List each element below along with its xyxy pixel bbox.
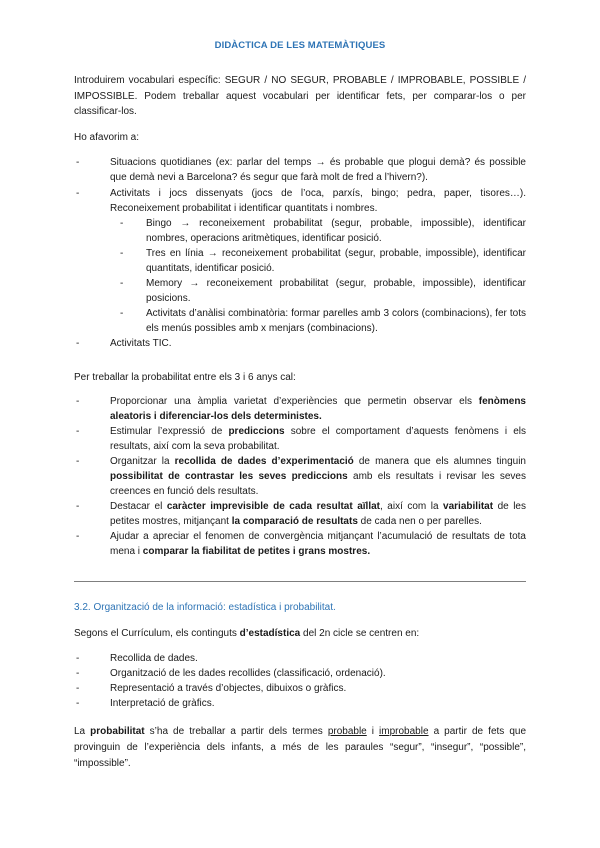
list-item [76, 681, 526, 696]
bold-run: variabilitat [443, 501, 494, 512]
sub-item-text: Tres en línia → reconeixement probabilitat (segur, probable, impossible), identificar quantitats, identificar posició. [146, 248, 526, 274]
list-item-text: Interpretació de gràfics. [110, 698, 215, 709]
bold-run: d’estadística [239, 628, 301, 639]
bullet-dash: - [76, 188, 80, 199]
bullet-dash: - [76, 338, 80, 349]
curriculum-block [74, 626, 526, 641]
text-run: s’ha de treballar a partir dels termes [144, 726, 328, 737]
favour-label: Ho afavorim a: [74, 132, 140, 143]
bullet-dash: - [76, 157, 80, 168]
sub-item-text: Activitats d’anàlisi combinatòria: formar parelles amb 3 colors (combinacions), fer tots els menús possibles amb x menjars (combinacions). [146, 308, 526, 334]
list-item [76, 394, 526, 424]
list-item-text: Activitats i jocs dissenyats (jocs de l’oca, parxís, bingo; pedra, paper, tisores…). Reconeixement probabilitat i identificar quantitats i nombres. [110, 188, 526, 214]
bullet-dash: - [76, 501, 80, 512]
probability-list [74, 394, 526, 559]
sub-list-item [120, 246, 526, 276]
bold-run: fenòmens aleatoris i diferenciar-los dels deterministes. [110, 396, 526, 422]
bullet-dash: - [76, 531, 80, 542]
list-item [76, 666, 526, 681]
sub-item-text: Memory → reconeixement probabilitat (segur, probable, impossible), identificar posicions. [146, 278, 526, 304]
text-run: Ajudar a apreciar el fenomen de convergència mitjançant l’acumulació de resultats de tota mena i [110, 531, 526, 557]
list-item [76, 424, 526, 454]
list-item-text: Organització de les dades recollides (classificació, ordenació). [110, 668, 386, 679]
bold-run: possibilitat de contrastar les seves prediccions [110, 471, 348, 482]
favour-label-block [74, 130, 526, 145]
text-run: sobre el comportament d’aquests fenòmens i els resultats, així com la seva probabilitat. [110, 426, 526, 452]
text-run: i [366, 726, 380, 737]
list-item [76, 155, 526, 185]
intro-paragraph: Introduirem vocabulari específic: SEGUR / NO SEGUR, PROBABLE / IMPROBABLE, POSSIBLE / IMPOSSIBLE. Podem treballar aquest vocabulari per identificar fets, per comparar-los o per classificar-los. [74, 75, 526, 117]
bullet-dash: - [76, 668, 80, 679]
list-item-text: Situacions quotidianes (ex: parlar del temps → és probable que plogui demà? és possible que demà nevi a Barcelona? és segur que farà molt de fred a l’hivern?). [110, 157, 526, 183]
list-item [76, 499, 526, 529]
list-item-text: Recollida de dades. [110, 653, 198, 664]
sub-item-text: Bingo → reconeixement probabilitat (segur, probable, impossible), identificar nombres, operacions aritmètiques, identificar posició. [146, 218, 526, 244]
list-item-text: Activitats TIC. [110, 338, 172, 349]
text-run: , així com la [380, 501, 444, 512]
statistics-list [74, 651, 526, 711]
list-item [76, 186, 526, 216]
sub-list-item [120, 216, 526, 246]
bullet-dash: - [76, 683, 80, 694]
bullet-dash: - [76, 653, 80, 664]
sub-list-item [120, 306, 526, 336]
text-run: Proporcionar una àmplia varietat d’experiències que permetin observar els [110, 396, 479, 407]
horizontal-divider [74, 581, 526, 582]
bold-run: recollida de dades d’experimentació [174, 456, 354, 467]
underlined-run: improbable [379, 726, 429, 737]
bold-run: comparar la fiabilitat de petites i grans mostres. [142, 546, 371, 557]
text-run: Destacar el [110, 501, 167, 512]
bullet-dash: - [76, 396, 80, 407]
text-run: del 2n cicle se centren en: [300, 628, 420, 639]
text-run: Segons el Currículum, els continguts [74, 628, 240, 639]
section-title: 3.2. Organització de la informació: estadística i probabilitat. [74, 602, 336, 613]
list-item [76, 651, 526, 666]
text-run: de les petites mostres, mitjançant [110, 501, 526, 527]
underlined-run: probable [327, 726, 367, 737]
text-run: amb els resultats i revisar les seves creences en funció dels resultats. [110, 471, 526, 497]
bullet-dash: - [76, 456, 80, 467]
bullet-dash: - [76, 426, 80, 437]
list-item [76, 529, 526, 559]
text-run: de cada nen o per parelles. [357, 516, 482, 527]
list-item [76, 454, 526, 499]
bullet-dash: - [76, 698, 80, 709]
probability-intro: Per treballar la probabilitat entre els 3 i 6 anys cal: [74, 372, 296, 383]
curriculum-paragraph [74, 626, 526, 641]
intro-paragraph-block [74, 73, 526, 120]
bold-run: prediccions [228, 426, 285, 437]
list-item [76, 336, 526, 351]
bullet-dash: - [120, 308, 124, 319]
bold-run: la comparació de resultats [231, 516, 358, 527]
final-paragraph-block [74, 724, 526, 772]
text-run: de manera que els alumnes tinguin [353, 456, 526, 467]
page-header: DIDÀCTICA DE LES MATEMÀTIQUES [214, 40, 386, 51]
sub-list-item [120, 276, 526, 306]
text-run: Estimular l’expressió de [110, 426, 229, 437]
list-item [76, 696, 526, 711]
bold-run: probabilitat [90, 726, 145, 737]
text-run: La [74, 726, 91, 737]
activities-list [74, 155, 526, 351]
final-paragraph [74, 724, 526, 772]
text-run: a partir de fets que provinguin de l’experiència dels infants, a més de les paraules “segur”, “insegur”, “possible”, “impossible”. [74, 726, 527, 769]
bullet-dash: - [120, 248, 124, 259]
probability-intro-block [74, 370, 526, 385]
bold-run: caràcter imprevisible de cada resultat aïllat [166, 501, 380, 512]
bullet-dash: - [120, 218, 124, 229]
bullet-dash: - [120, 278, 124, 289]
text-run: Organitzar la [110, 456, 175, 467]
list-item-text: Representació a través d’objectes, dibuixos o gràfics. [110, 683, 347, 694]
